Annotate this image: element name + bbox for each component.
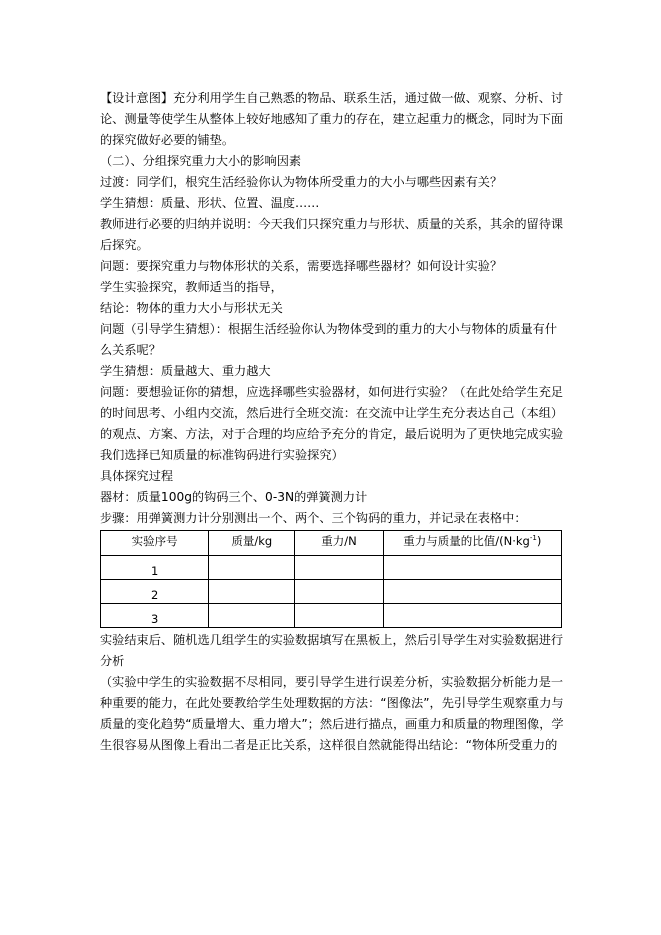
teacher-summary-paragraph: 教师进行必要的归纳并说明：今天我们只探究重力与形状、质量的关系，其余的留待课后探究。	[100, 217, 564, 252]
transition-paragraph: 过渡：同学们，根究生活经验你认为物体所受重力的大小与哪些因素有关？	[100, 175, 503, 189]
materials-paragraph: 器材：质量100g的钩码三个、0-3N的弹簧测力计	[100, 490, 368, 504]
header-trial-number: 实验序号	[101, 531, 209, 556]
table-row	[101, 556, 562, 580]
table-row	[101, 604, 562, 628]
mass-cell	[209, 580, 295, 604]
mass-cell	[209, 556, 295, 580]
weight-cell	[295, 556, 383, 580]
header-mass: 质量/kg	[209, 531, 295, 556]
data-table	[100, 530, 562, 628]
header-weight: 重力/N	[295, 531, 383, 556]
table-row	[101, 580, 562, 604]
procedure-heading: 具体探究过程	[100, 469, 174, 483]
trial-number-cell: 2	[101, 580, 209, 604]
steps-paragraph: 步骤：用弹簧测力计分别测出一个、两个、三个钩码的重力，并记录在表格中：	[100, 511, 527, 525]
conclusion-paragraph: 结论：物体的重力大小与形状无关	[100, 301, 283, 315]
student-experiment-paragraph: 学生实验探究，教师适当的指导，	[100, 280, 283, 294]
ratio-cell	[383, 556, 561, 580]
weight-cell	[295, 604, 383, 628]
table-header-row	[101, 531, 562, 556]
trial-number-cell: 3	[101, 604, 209, 628]
mass-cell	[209, 604, 295, 628]
question-shape-paragraph: 问题：要探究重力与物体形状的关系，需要选择哪些器材？如何设计实验？	[100, 259, 503, 273]
section-heading: （二）、分组探究重力大小的影响因素	[100, 154, 302, 168]
design-intent-paragraph: 【设计意图】充分利用学生自己熟悉的物品、联系生活，通过做一做、观察、分析、讨论、测量等使学生从整体上较好地感知了重力的存在，建立起重力的概念，同时为下面的探究做好必要的铺垫。	[100, 91, 564, 147]
verification-question-paragraph: 问题：要想验证你的猜想，应选择哪些实验器材，如何进行实验？（在此处给学生充足的时间思考、小组内交流，然后进行全班交流：在交流中让学生充分表达自己（本组）的观点、方案、方法，对于合理的均应给予充分的肯定，最后说明为了更快地完成实验我们选择已知质量的标准钩码进行实验探究）	[100, 385, 564, 462]
trial-number-cell: 1	[101, 556, 209, 580]
document-body	[100, 88, 565, 756]
student-guess-paragraph: 学生猜想：质量、形状、位置、温度……	[100, 196, 320, 210]
weight-cell	[295, 580, 383, 604]
student-guess-mass-paragraph: 学生猜想：质量越大、重力越大	[100, 364, 271, 378]
data-analysis-paragraph: （实验中学生的实验数据不尽相同，要引导学生进行误差分析，实验数据分析能力是一种重要的能力，在此处要教给学生处理数据的方法：“图像法”，先引导学生观察重力与质量的变化趋势“质量增大、重力增大”；然后进行描点，画重力和质量的物理图像，学生很容易从图像上看出二者是正比关系，这样很自然就能得出结论：“物体所受重力的	[100, 675, 564, 752]
post-experiment-paragraph: 实验结束后、随机选几组学生的实验数据填写在黑板上，然后引导学生对实验数据进行分析	[100, 633, 564, 668]
header-ratio-text: 重力与质量的比值/(N·kg	[403, 534, 530, 548]
ratio-cell	[383, 604, 561, 628]
header-ratio-close: )	[536, 534, 542, 548]
question-mass-paragraph: 问题（引导学生猜想）：根据生活经验你认为物体受到的重力的大小与物体的质量有什么关系呢？	[100, 322, 558, 357]
header-ratio	[383, 531, 561, 556]
header-ratio-exponent: -1	[529, 534, 537, 543]
ratio-cell	[383, 580, 561, 604]
